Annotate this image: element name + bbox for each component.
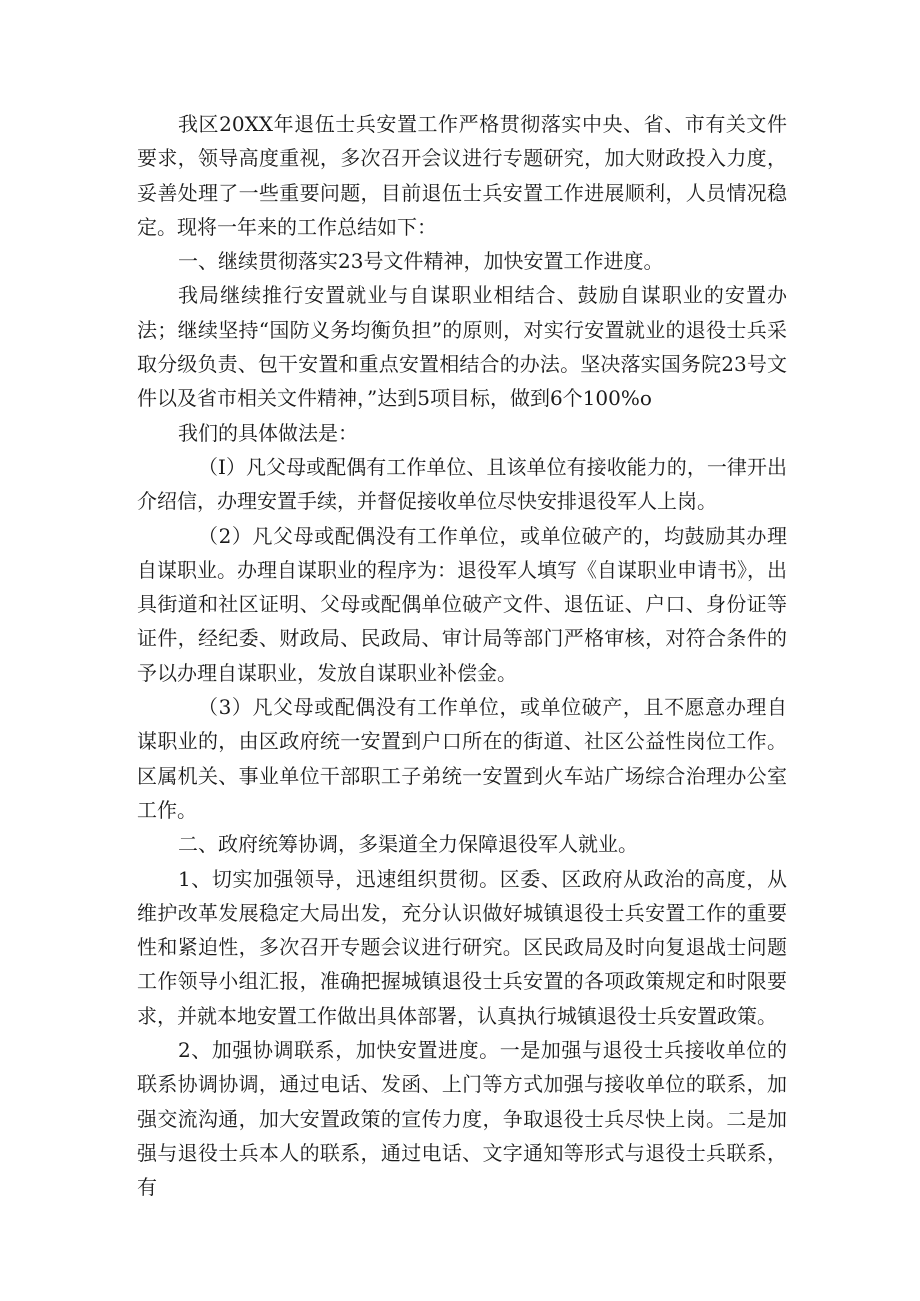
list-item-3: （3）凡父母或配偶没有工作单位，或单位破产，且不愿意办理自谋职业的，由区政府统一安置到户口所在的街道、社区公益性岗位工作。区属机关、事业单位干部职工子弟统一安置到火车站广场综合治理办公室工作。 bbox=[137, 695, 787, 822]
body-paragraph: 2、加强协调联系，加快安置进度。一是加强与退役士兵接收单位的联系协调协调，通过电话、发函、上门等方式加强与接收单位的联系，加强交流沟通，加大安置政策的宣传力度，争取退役士兵尽快上岗。二是加强与退役士兵本人的联系，通过电话、文字通知等形式与退役士兵联系，有 bbox=[137, 1038, 787, 1200]
body-paragraph: 我局继续推行安置就业与自谋职业相结合、鼓励自谋职业的安置办法；继续坚持“国防义务均衡负担”的原则，对实行安置就业的退役士兵采取分级负责、包干安置和重点安置相结合的办法。坚决落实国务院23号文件以及省市相关文件精神，”达到5项目标，做到6个100%o bbox=[137, 283, 787, 411]
list-item-2: （2）凡父母或配偶没有工作单位，或单位破产的，均鼓励其办理自谋职业。办理自谋职业的程序为：退役军人填写《自谋职业申请书》，出具街道和社区证明、父母或配偶单位破产文件、退伍证、户口、身份证等证件，经纪委、财政局、民政局、审计局等部门严格审核，对符合条件的予以办理自谋职业，发放自谋职业补偿金。 bbox=[137, 523, 787, 685]
body-paragraph: 1、切实加强领导，迅速组织贯彻。区委、区政府从政治的高度，从维护改革发展稳定大局出发，充分认识做好城镇退役士兵安置工作的重要性和紧迫性，多次召开专题会议进行研究。区民政局及时向复退战士问题工作领导小组汇报，准确把握城镇退役士兵安置的各项政策规定和时限要求，并就本地安置工作做出具体部署，认真执行城镇退役士兵安置政策。 bbox=[137, 866, 787, 1028]
section-heading-2: 二、政府统筹协调，多渠道全力保障退役军人就业。 bbox=[178, 832, 638, 857]
section-heading-1: 一、继续贯彻落实23号文件精神，加快安置工作进度。 bbox=[178, 249, 664, 274]
body-paragraph: 我们的具体做法是： bbox=[178, 420, 358, 445]
list-item-1: （I）凡父母或配偶有工作单位、且该单位有接收能力的，一律开出介绍信，办理安置手续，并督促接收单位尽快安排退役军人上岗。 bbox=[137, 454, 787, 514]
document-page bbox=[137, 107, 787, 1205]
intro-paragraph: 我区20XX年退伍士兵安置工作严格贯彻落实中央、省、市有关文件要求，领导高度重视，多次召开会议进行专题研究，加大财政投入力度，妥善处理了一些重要问题，目前退伍士兵安置工作进展顺利，人员情况稳定。现将一年来的工作总结如下： bbox=[137, 112, 787, 239]
